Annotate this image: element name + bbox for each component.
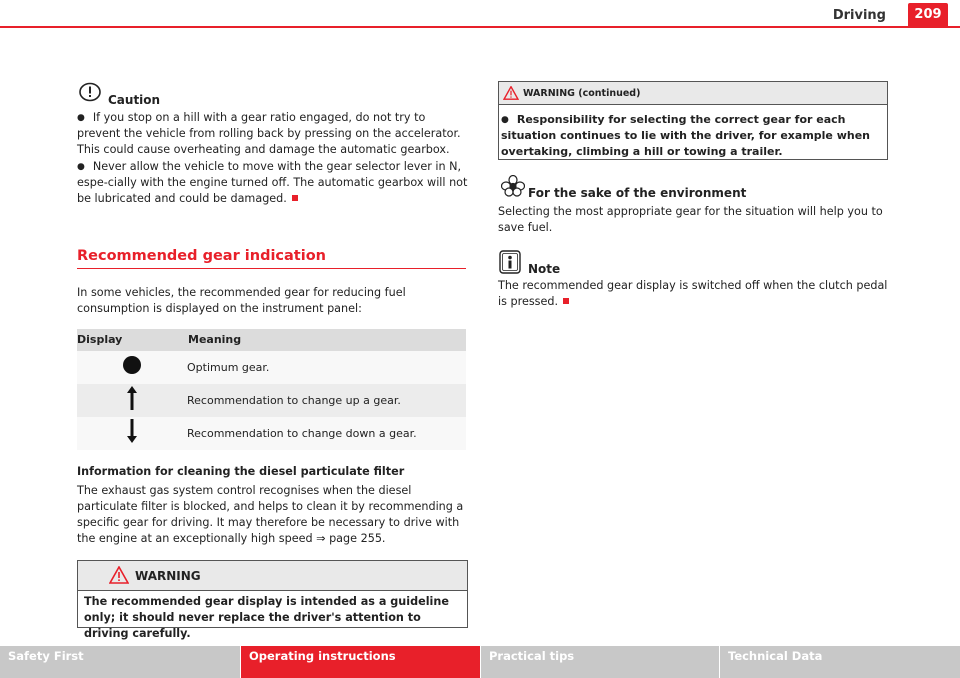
footer-tab-operating-instructions[interactable]: Operating instructions <box>241 646 480 678</box>
end-marker <box>292 195 298 201</box>
page-number: 209 <box>908 3 948 26</box>
note-body <box>498 278 888 310</box>
arrow-down-icon <box>126 419 138 443</box>
warning-box <box>77 560 468 640</box>
end-marker <box>563 298 569 304</box>
caution-bullet-2-text: Never allow the vehicle to move with the gear selector lever in N, espe-cially with the engine turned off. The automatic gearbox will not be lubricated and could be damaged. <box>77 160 468 205</box>
environment-title: For the sake of the environment <box>528 186 747 200</box>
arrow-up-icon <box>126 386 138 410</box>
environment-flower-icon <box>501 175 525 202</box>
footer-tab-safety-first[interactable]: Safety First <box>0 646 240 678</box>
warning-triangle-icon <box>109 566 129 584</box>
caution-bullet-1: ● If you stop on a hill with a gear ratio engaged, do not try to prevent the vehicle from rolling back by pressing on the accelerator. This could cause overheating and damage the automatic gearbox. <box>77 110 469 158</box>
caution-icon <box>79 82 101 107</box>
warning-continued-body <box>499 105 887 160</box>
warning-title: WARNING <box>135 569 201 583</box>
table-cell-meaning: Recommendation to change down a gear. <box>187 417 466 450</box>
section-heading: Recommended gear indication <box>77 248 466 269</box>
environment-body: Selecting the most appropriate gear for the situation will help you to save fuel. <box>498 205 883 234</box>
note-icon <box>499 250 521 279</box>
footer-tab-practical-tips[interactable]: Practical tips <box>481 646 719 678</box>
warning-continued-title: WARNING (continued) <box>523 88 641 99</box>
dpf-title: Information for cleaning the diesel particulate filter <box>77 465 405 478</box>
warning-continued-text: Responsibility for selecting the correct gear for each situation continues to lie with the driver, for example when overtaking, climbing a hill or towing a trailer. <box>501 113 870 158</box>
page-header-title: Driving <box>832 8 886 23</box>
footer-tab-technical-data[interactable]: Technical Data <box>720 646 960 678</box>
table-cell-meaning: Optimum gear. <box>187 351 466 384</box>
table-row <box>77 384 466 417</box>
header-rule <box>0 26 960 28</box>
table-header-meaning: Meaning <box>187 329 466 351</box>
warning-body: The recommended gear display is intended as a guideline only; it should never replace the driver's attention to driving carefully. <box>84 595 449 640</box>
table-row <box>77 417 466 450</box>
warning-triangle-icon <box>503 86 519 100</box>
table-header-row <box>77 329 466 351</box>
note-body-text: The recommended gear display is switched off when the clutch pedal is pressed. <box>498 279 888 308</box>
section-intro: In some vehicles, the recommended gear for reducing fuel consumption is displayed on the instrument panel: <box>77 286 406 315</box>
caution-bullet-2 <box>77 159 469 207</box>
filled-circle-icon <box>122 355 142 375</box>
dpf-body: The exhaust gas system control recognises when the diesel particulate filter is blocked, and helps to clean it by recommending a specific gear for driving. It may therefore be necessary to drive with the engine at an exceptionally high speed ⇒ page 255. <box>77 484 464 545</box>
table-row <box>77 351 466 384</box>
caution-title: Caution <box>108 93 161 107</box>
gear-display-table <box>77 329 466 450</box>
table-cell-meaning: Recommendation to change up a gear. <box>187 384 466 417</box>
note-title: Note <box>528 262 561 276</box>
warning-continued-box <box>498 81 888 160</box>
table-header-display: Display <box>77 329 187 351</box>
